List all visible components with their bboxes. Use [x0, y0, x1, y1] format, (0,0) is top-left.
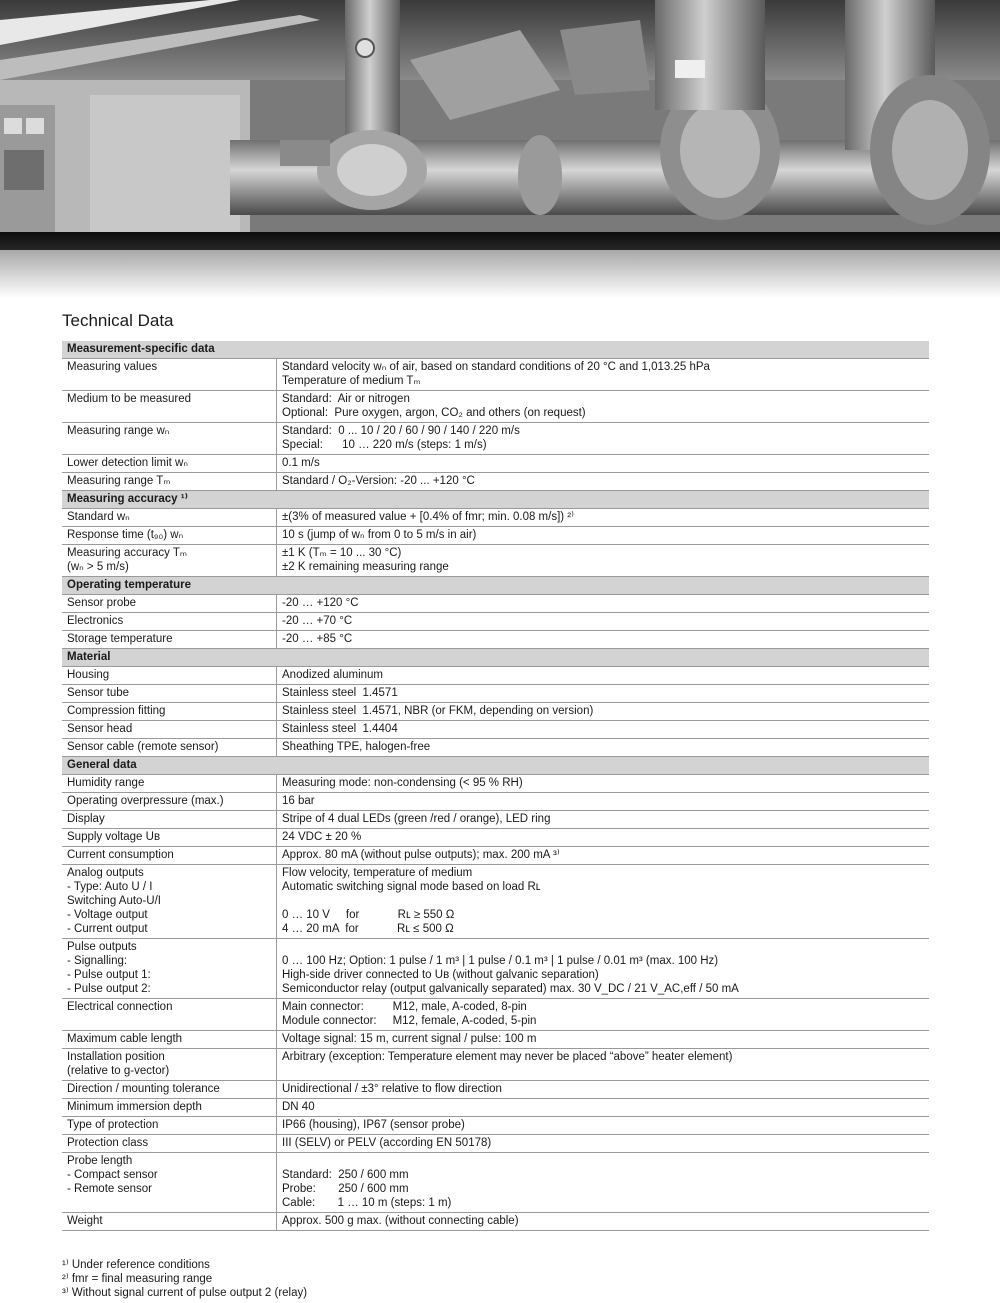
table-row — [62, 423, 929, 455]
table-row — [62, 595, 929, 613]
section-header — [62, 649, 929, 667]
footnotes — [62, 1258, 307, 1300]
row-value: Standard: Air or nitrogen Optional: Pure oxygen, argon, CO₂ and others (on request) — [277, 391, 930, 423]
table-row — [62, 1117, 929, 1135]
row-label: Sensor probe — [62, 595, 277, 613]
row-value: Unidirectional / ±3° relative to flow direction — [277, 1081, 930, 1099]
row-value: Standard: 0 ... 10 / 20 / 60 / 90 / 140 / 220 m/s Special: 10 … 220 m/s (steps: 1 m/s) — [277, 423, 930, 455]
header-photo — [0, 0, 1000, 232]
table-row — [62, 793, 929, 811]
row-value: 16 bar — [277, 793, 930, 811]
table-row — [62, 667, 929, 685]
row-label: Storage temperature — [62, 631, 277, 649]
row-value: Stainless steel 1.4404 — [277, 721, 930, 739]
row-label: Sensor tube — [62, 685, 277, 703]
table-row — [62, 829, 929, 847]
table-row — [62, 391, 929, 423]
row-value: IP66 (housing), IP67 (sensor probe) — [277, 1117, 930, 1135]
row-label: Display — [62, 811, 277, 829]
table-row — [62, 775, 929, 793]
table-row — [62, 1135, 929, 1153]
row-value: Standard: 250 / 600 mm Probe: 250 / 600 mm Cable: 1 … 10 m (steps: 1 m) — [277, 1153, 930, 1213]
row-label: Measuring range wₙ — [62, 423, 277, 455]
row-label: Installation position (relative to g-vector) — [62, 1049, 277, 1081]
row-value: -20 … +85 °C — [277, 631, 930, 649]
row-label: Compression fitting — [62, 703, 277, 721]
table-row — [62, 527, 929, 545]
row-label: Minimum immersion depth — [62, 1099, 277, 1117]
row-value: Arbitrary (exception: Temperature element may never be placed “above” heater element) — [277, 1049, 930, 1081]
footnote-2: ²⁾ fmr = final measuring range — [62, 1273, 213, 1285]
row-label: Standard wₙ — [62, 509, 277, 527]
row-value: -20 … +70 °C — [277, 613, 930, 631]
row-label: Analog outputs - Type: Auto U / I Switching Auto-U/I - Voltage output - Current output — [62, 865, 277, 939]
row-label: Housing — [62, 667, 277, 685]
row-value: Standard velocity wₙ of air, based on standard conditions of 20 °C and 1,013.25 hPa Temperature of medium Tₘ — [277, 359, 930, 391]
row-label: Pulse outputs - Signalling: - Pulse output 1: - Pulse output 2: — [62, 939, 277, 999]
table-row — [62, 1049, 929, 1081]
industrial-equipment-image — [0, 0, 1000, 232]
page-title: Technical Data — [62, 311, 174, 330]
row-value: Sheathing TPE, halogen-free — [277, 739, 930, 757]
table-row — [62, 1081, 929, 1099]
row-label: Sensor head — [62, 721, 277, 739]
section-header — [62, 577, 929, 595]
table-row — [62, 865, 929, 939]
section-title: Material — [62, 649, 929, 667]
table-row — [62, 1031, 929, 1049]
row-value: Approx. 500 g max. (without connecting cable) — [277, 1213, 930, 1231]
row-value: ±(3% of measured value + [0.4% of fmr; min. 0.08 m/s]) ²⁾ — [277, 509, 930, 527]
section-title: Measuring accuracy ¹⁾ — [62, 491, 929, 509]
table-row — [62, 721, 929, 739]
technical-data-table — [62, 341, 929, 1231]
row-label: Medium to be measured — [62, 391, 277, 423]
table-row — [62, 685, 929, 703]
table-row — [62, 703, 929, 721]
table-row — [62, 811, 929, 829]
header-dark-band — [0, 232, 1000, 250]
row-label: Response time (t₉₀) wₙ — [62, 527, 277, 545]
table-row — [62, 1213, 929, 1231]
row-value: Approx. 80 mA (without pulse outputs); max. 200 mA ³⁾ — [277, 847, 930, 865]
row-value: Standard / O₂-Version: -20 ... +120 °C — [277, 473, 930, 491]
table-row — [62, 999, 929, 1031]
table-row — [62, 613, 929, 631]
header-fade — [0, 250, 1000, 298]
section-title: General data — [62, 757, 929, 775]
row-value: Measuring mode: non-condensing (< 95 % RH) — [277, 775, 930, 793]
row-label: Lower detection limit wₙ — [62, 455, 277, 473]
table-row — [62, 455, 929, 473]
section-header — [62, 341, 929, 359]
row-value: -20 … +120 °C — [277, 595, 930, 613]
row-value: Anodized aluminum — [277, 667, 930, 685]
table-row — [62, 939, 929, 999]
row-label: Maximum cable length — [62, 1031, 277, 1049]
row-label: Protection class — [62, 1135, 277, 1153]
row-label: Type of protection — [62, 1117, 277, 1135]
row-value: Stainless steel 1.4571 — [277, 685, 930, 703]
row-value: ±1 K (Tₘ = 10 ... 30 °C) ±2 K remaining measuring range — [277, 545, 930, 577]
table-row — [62, 631, 929, 649]
row-label: Measuring accuracy Tₘ (wₙ > 5 m/s) — [62, 545, 277, 577]
row-label: Weight — [62, 1213, 277, 1231]
row-value: DN 40 — [277, 1099, 930, 1117]
row-label: Supply voltage Uʙ — [62, 829, 277, 847]
footnote-3: ³⁾ Without signal current of pulse output 2 (relay) — [62, 1287, 308, 1299]
table-row — [62, 473, 929, 491]
row-label: Sensor cable (remote sensor) — [62, 739, 277, 757]
table-row — [62, 359, 929, 391]
row-label: Probe length - Compact sensor - Remote sensor — [62, 1153, 277, 1213]
table-row — [62, 739, 929, 757]
row-label: Operating overpressure (max.) — [62, 793, 277, 811]
row-label: Measuring range Tₘ — [62, 473, 277, 491]
row-label: Electrical connection — [62, 999, 277, 1031]
table-row — [62, 1099, 929, 1117]
row-value: 0.1 m/s — [277, 455, 930, 473]
section-title: Measurement-specific data — [62, 341, 929, 359]
row-value: 24 VDC ± 20 % — [277, 829, 930, 847]
table-row — [62, 545, 929, 577]
row-label: Humidity range — [62, 775, 277, 793]
table-row — [62, 847, 929, 865]
table-row — [62, 1153, 929, 1213]
row-label: Direction / mounting tolerance — [62, 1081, 277, 1099]
row-value: 10 s (jump of wₙ from 0 to 5 m/s in air) — [277, 527, 930, 545]
row-value: III (SELV) or PELV (according EN 50178) — [277, 1135, 930, 1153]
row-value: Stainless steel 1.4571, NBR (or FKM, depending on version) — [277, 703, 930, 721]
row-value: Flow velocity, temperature of medium Automatic switching signal mode based on load Rʟ 0 … 10 V for Rʟ ≥ 550 Ω 4 … 20 mA for Rʟ ≤ 500 Ω — [277, 865, 930, 939]
section-title: Operating temperature — [62, 577, 929, 595]
row-value: Stripe of 4 dual LEDs (green /red / orange), LED ring — [277, 811, 930, 829]
footnote-1: ¹⁾ Under reference conditions — [62, 1259, 210, 1271]
row-label: Electronics — [62, 613, 277, 631]
section-header — [62, 757, 929, 775]
table-row — [62, 509, 929, 527]
row-label: Measuring values — [62, 359, 277, 391]
row-value: Voltage signal: 15 m, current signal / pulse: 100 m — [277, 1031, 930, 1049]
row-value: 0 … 100 Hz; Option: 1 pulse / 1 m³ | 1 pulse / 0.1 m³ | 1 pulse / 0.01 m³ (max. 100 Hz) High-side driver connected to Uʙ (without galvanic separation) Semiconductor relay (output galvanically separated) max. 30 V_DC / 21 V_AC,eff / 50 mA — [277, 939, 930, 999]
row-label: Current consumption — [62, 847, 277, 865]
row-value: Main connector: M12, male, A-coded, 8-pin Module connector: M12, female, A-coded, 5-pin — [277, 999, 930, 1031]
section-header — [62, 491, 929, 509]
